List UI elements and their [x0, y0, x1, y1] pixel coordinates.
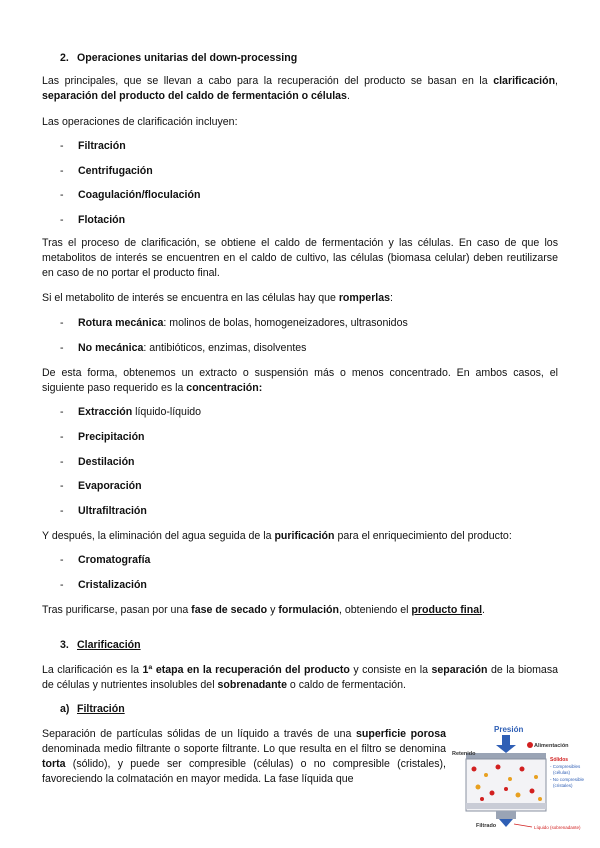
- section-3-intro: La clarificación es la 1ª etapa en la recuperación del producto y consiste en la separación de la biomasa de células y nutrientes insolubles del sobrenadante o caldo de fermentación.: [42, 664, 559, 691]
- particle: [534, 775, 538, 779]
- pressure-label: Presión: [494, 725, 524, 734]
- particle: [480, 797, 484, 801]
- list-item: - Centrifugación: [60, 165, 153, 177]
- liquid-pointer: [514, 824, 532, 827]
- cells-paragraph: Si el metabolito de interés se encuentra en las células hay que romperlas:: [42, 292, 393, 304]
- clarification-intro: Las operaciones de clarificación incluyen:: [42, 116, 238, 128]
- feed-label: Alimentación: [534, 743, 569, 749]
- crystals-label: (cristales): [553, 783, 573, 788]
- retained-label: Retenido: [452, 751, 476, 757]
- solids-label: Sólidos: [550, 757, 569, 763]
- particle: [496, 765, 501, 770]
- list-item: - Destilación: [60, 456, 135, 468]
- list-item: - Cristalización: [60, 579, 147, 591]
- filtration-diagram-svg: [452, 723, 584, 835]
- section-3-heading: 3. Clarificación: [60, 639, 141, 651]
- particle: [476, 785, 481, 790]
- list-item: - Precipitación: [60, 431, 145, 443]
- piston-plate: [466, 753, 546, 759]
- particle: [530, 789, 535, 794]
- list-item: - Cromatografía: [60, 554, 151, 566]
- subsection-a-heading: a) Filtración: [60, 703, 125, 715]
- filtrate-label: Filtrado: [476, 823, 497, 829]
- feed-particle-icon: [527, 742, 533, 748]
- section-2-heading: 2. Operaciones unitarias del down-processing: [60, 52, 298, 64]
- liquid-label: Líquido (sobrenadante): [534, 825, 581, 830]
- list-item: - Filtración: [60, 140, 126, 152]
- concentration-paragraph: De esta forma, obtenemos un extracto o suspensión más o menos concentrado. En ambos casos, el siguiente paso requerido es la concentración:: [42, 367, 558, 394]
- filter-medium: [466, 803, 546, 809]
- particle: [504, 787, 508, 791]
- particle: [508, 777, 512, 781]
- section-2-intro: Las principales, que se llevan a cabo para la recuperación del producto se basan en la clarificación, separación del producto del caldo de fermentación o células.: [42, 75, 558, 102]
- list-item: - Rotura mecánica: molinos de bolas, homogeneizadores, ultrasonidos: [60, 317, 408, 329]
- filtrate-arrow-icon: [499, 819, 513, 827]
- particle: [484, 773, 488, 777]
- filtration-paragraph: Separación de partículas sólidas de un líquido a través de una superficie porosa denominada medio filtrante o soporte filtrante. Lo que resulta en el filtro se denomina torta (sólido), y puede ser compresible (células) o no compresible (cristales), favoreciendo la colmatación en mayor medida. La fase líquida que: [42, 728, 446, 785]
- outlet: [496, 811, 516, 819]
- noncompressible-label: - No compresibles: [550, 777, 584, 782]
- list-item: - Coagulación/floculación: [60, 189, 201, 201]
- particle: [520, 767, 525, 772]
- cells-label: (células): [553, 770, 571, 775]
- pressure-arrow-icon: [496, 745, 516, 753]
- pressure-arrow-shaft: [502, 735, 510, 745]
- list-item: - Extracción líquido-líquido: [60, 406, 202, 418]
- compressible-label: - Compresibles: [550, 764, 581, 769]
- list-item: - Evaporación: [60, 480, 142, 492]
- after-clarification-paragraph: Tras el proceso de clarificación, se obtiene el caldo de fermentación y las células. En caso de que los metabolitos de interés se encuentren en el caldo de cultivo, las células (biomasa celular) deben reutilizarse en caso de no portar el producto final.: [42, 237, 558, 279]
- list-item: - Ultrafiltración: [60, 505, 147, 517]
- filtration-diagram: [452, 723, 584, 835]
- list-item: - Flotación: [60, 214, 126, 226]
- particle: [538, 797, 542, 801]
- particle: [490, 791, 495, 796]
- final-product-paragraph: Tras purificarse, pasan por una fase de secado y formulación, obteniendo el producto final.: [42, 604, 485, 616]
- list-item: - No mecánica: antibióticos, enzimas, disolventes: [60, 342, 307, 354]
- particle: [472, 767, 477, 772]
- purification-paragraph: Y después, la eliminación del agua seguida de la purificación para el enriquecimiento del producto:: [42, 530, 512, 542]
- particle: [516, 793, 521, 798]
